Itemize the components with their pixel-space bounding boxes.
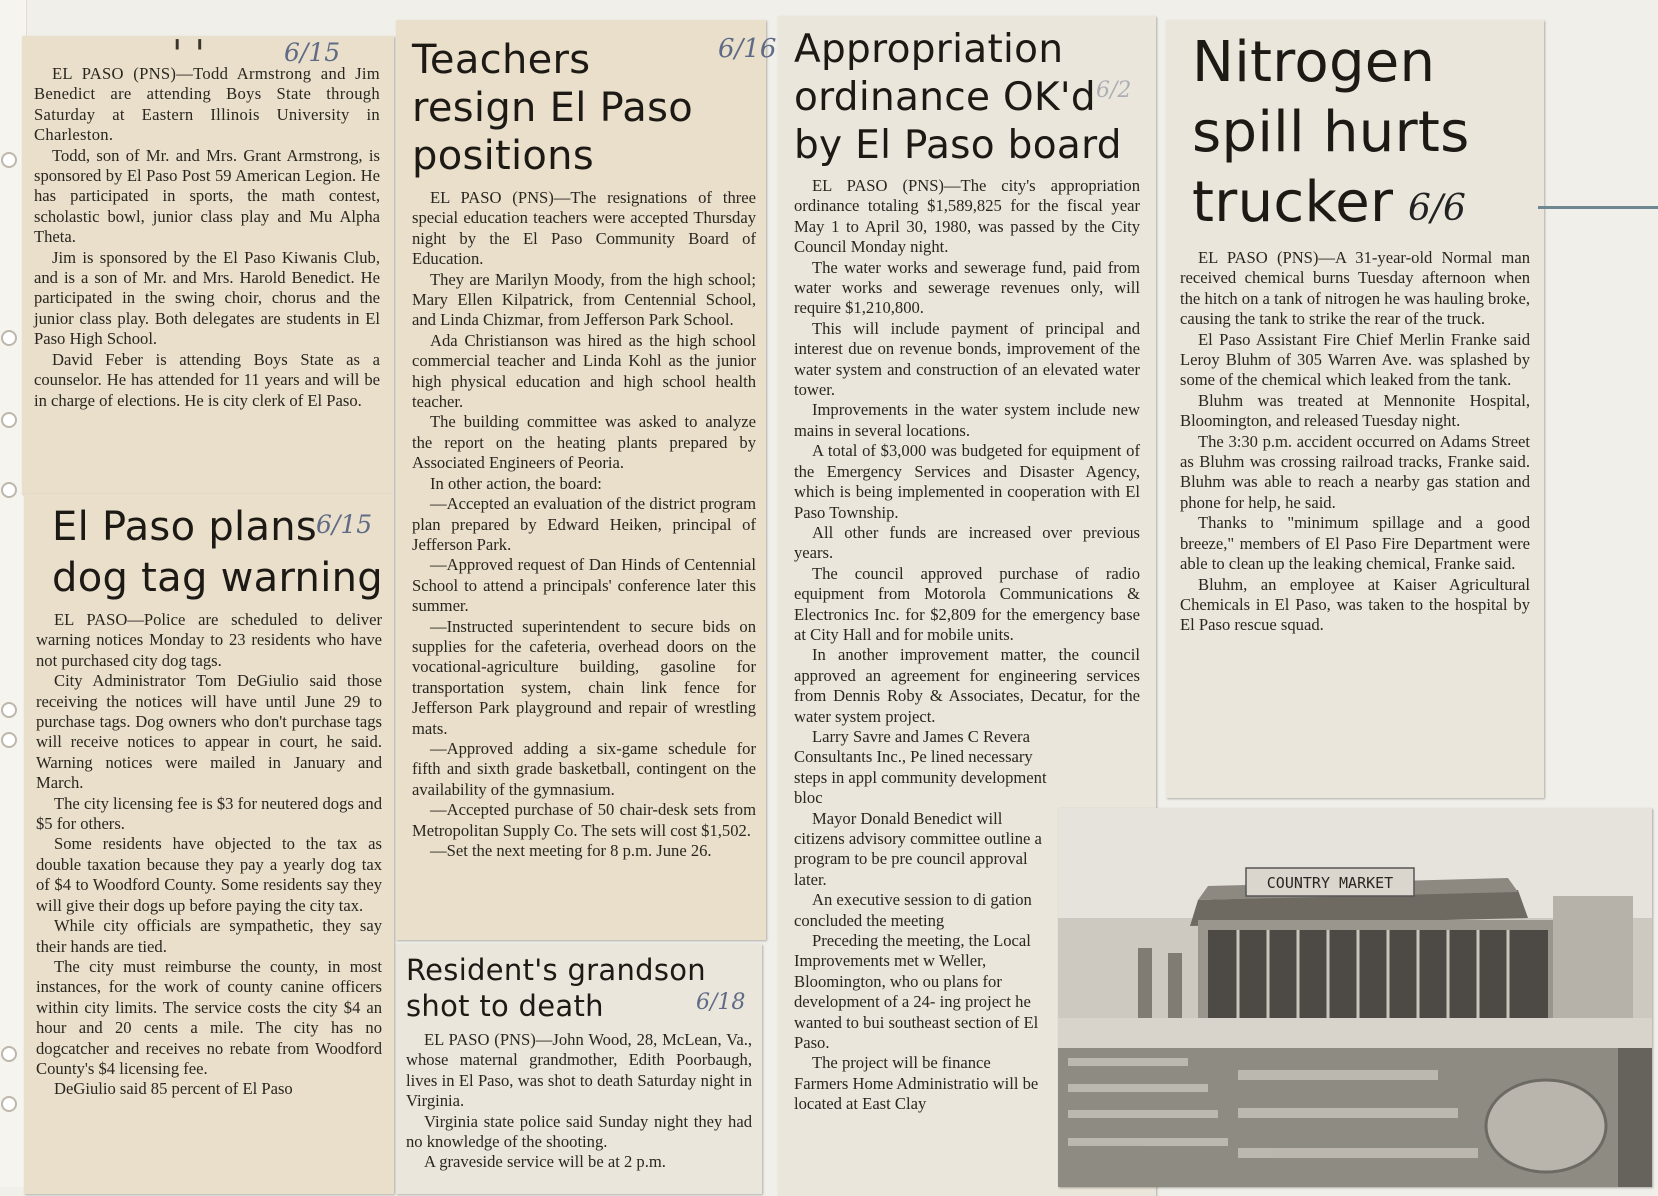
article-paragraph: EL PASO—Police are scheduled to deliver warning notices Monday to 23 residents who have not purchased city dog tags. — [36, 610, 382, 670]
truncated-column — [794, 727, 1049, 1115]
date-note: 6/15 — [284, 38, 341, 67]
round-sign — [1486, 1080, 1606, 1172]
article-paragraph: While city officials are sympathetic, they say their hands are tied. — [36, 916, 382, 956]
article-paragraph: An executive session to di gation concluded the meeting — [794, 890, 1032, 930]
article-paragraph: In another improvement matter, the council approved an agreement for engineering services from Dennis Roby & Associates, Decatur, for the water system project. — [794, 645, 1140, 726]
article-paragraph: EL PASO (PNS)—John Wood, 28, McLean, Va., whose maternal grandmother, Edith Poorbaugh, lives in El Paso, was shot to death Saturday night in Virginia. — [406, 1030, 752, 1111]
headline: Resident's grandson shot to death — [406, 953, 706, 1023]
article-paragraph: —Accepted an evaluation of the district program plan prepared by Edward Heiken, principal of Jefferson Park. — [412, 494, 756, 554]
punch-hole — [1, 482, 17, 498]
clipping-teachers-resign — [396, 20, 777, 940]
article-paragraph: Some residents have objected to the tax as double taxation because they pay a yearly dog tax of $4 to Woodford County. Some residents say they will give their dogs up before paying the city tax. — [36, 834, 382, 915]
article-paragraph: Preceding the meeting, the Local Improvements met w Weller, Bloomington, who ou plans for development of a 24- ing project he wanted to bui southeast section of El Paso. — [794, 931, 1039, 1053]
article-paragraph: They are Marilyn Moody, from the high school; Mary Ellen Kilpatrick, from Centennial School, and Linda Chizmar, from Jefferson Park School. — [412, 269, 756, 330]
clipping-grandson-shot — [396, 944, 762, 1194]
article-paragraph: Improvements in the water system include new mains in several locations. — [794, 400, 1140, 440]
gas-pump — [1138, 948, 1152, 1018]
date-note: 6/18 — [696, 990, 746, 1015]
article-paragraph: Thanks to "minimum spillage and a good breeze," members of El Paso Fire Department were able to clean up the leaking chemical, Franke said. — [1180, 513, 1530, 574]
date-note: 6/15 — [316, 510, 373, 539]
article-paragraph: Ada Christianson was hired as the high school commercial teacher and Linda Kohl as the junior high physical education and high school health teacher. — [412, 330, 756, 412]
article-paragraph: Bluhm was treated at Mennonite Hospital, Bloomington, and released Tuesday night. — [1180, 390, 1530, 431]
storefront-illustration — [1058, 808, 1652, 1187]
punch-hole — [1, 412, 17, 428]
article-paragraph: Larry Savre and James C Revera Consultants Inc., Pe lined necessary steps in appl community development bloc — [794, 726, 1047, 808]
date-note: 6/6 — [1408, 188, 1466, 229]
clipping-nitrogen-spill — [1166, 20, 1544, 798]
punch-hole — [1, 1046, 17, 1062]
clipping-boys-state — [22, 32, 394, 494]
punch-hole — [1, 732, 17, 748]
article-paragraph: EL PASO (PNS)—A 31-year-old Normal man received chemical burns Tuesday afternoon when the hitch on a tank of nitrogen he was hauling broke, causing the tank to strike the rear of the truck. — [1180, 248, 1530, 329]
article-paragraph: Virginia state police said Sunday night they had no knowledge of the shooting. — [406, 1111, 752, 1152]
article-paragraph: A total of $3,000 was budgeted for equipment of the Emergency Services and Disaster Agency, which is being implemented in cooperation with El Paso Township. — [794, 441, 1140, 522]
date-note: 6/2 — [1096, 78, 1132, 103]
article-paragraph: The water works and sewerage fund, paid from water works and sewerage revenues only, will require $1,210,800. — [794, 257, 1140, 318]
store-windows — [1208, 930, 1548, 1020]
article-paragraph: This will include payment of principal and interest due on revenue bonds, improvement of the water system and construction of an elevated water tower. — [794, 318, 1140, 400]
store-sign: COUNTRY MARKET — [1266, 874, 1394, 892]
article-paragraph: The project will be finance Farmers Home Administratio will be located at East Clay — [794, 1053, 1039, 1114]
article-paragraph: —Accepted purchase of 50 chair-desk sets from Metropolitan Supply Co. The sets will cost $1,502. — [412, 800, 756, 840]
punch-hole — [1, 152, 17, 168]
article-paragraph: EL PASO (PNS)—The city's appropriation ordinance totaling $1,589,825 for the fiscal year May 1 to April 30, 1980, was passed by the City Council Monday night. — [794, 176, 1140, 257]
article-paragraph: City Administrator Tom DeGiulio said those receiving the notices will have until June 29 to purchase tags. Dog owners who don't purchase tags will receive notices to appear in court, he said. Warning notices were mailed in January and March. — [36, 671, 382, 793]
article-paragraph: The city licensing fee is $3 for neutered dogs and $5 for others. — [36, 793, 382, 834]
article-paragraph: The building committee was asked to analyze the report on the heating plants prepared by Associated Engineers of Peoria. — [412, 412, 756, 473]
article-paragraph: The council approved purchase of radio equipment from Motorola Communications & Electronics Inc. for $2,809 for the emergency base at City Hall and for mobile units. — [794, 563, 1140, 644]
punch-hole — [1, 1096, 17, 1112]
clipping-fragment-marks: ' ' — [172, 32, 205, 76]
article-paragraph: —Instructed superintendent to secure bids on supplies for the cafeteria, overhead doors on the vocational-agriculture building, gasoline for transportation system, chain link fence for Jefferson Park playground and repair of wrestling mats. — [412, 616, 756, 738]
headline: Teachers resign El Paso positions — [412, 37, 694, 179]
article-paragraph: David Feber is attending Boys State as a counselor. He has attended for 11 years and will be in charge of elections. He is city clerk of El Paso. — [34, 349, 380, 410]
punch-hole — [1, 702, 17, 718]
article-paragraph: —Approved request of Dan Hinds of Centennial School to attend a principals' conference later this summer. — [412, 555, 756, 616]
article-paragraph: Mayor Donald Benedict will citizens advisory committee outline a program to be pre council approval later. — [794, 808, 1042, 889]
headline: El Paso plans dog tag warning — [52, 504, 383, 601]
article-paragraph: Bluhm, an employee at Kaiser Agricultural Chemicals in El Paso, was taken to the hospital by El Paso rescue squad. — [1180, 574, 1530, 635]
lot — [1058, 1018, 1652, 1048]
divider-rule — [1538, 206, 1658, 209]
article-paragraph: A graveside service will be at 2 p.m. — [424, 1152, 666, 1172]
side-wall — [1553, 896, 1633, 1031]
article-paragraph: —Approved adding a six-game schedule for fifth and sixth grade basketball, contingent on the availability of the gymnasium. — [412, 738, 756, 799]
article-paragraph: Jim is sponsored by the El Paso Kiwanis Club, and is a son of Mr. and Mrs. Harold Benedict. He participated in the swing choir, chorus and the junior class play. Both delegates are students in El Paso High School. — [34, 247, 380, 349]
article-paragraph: All other funds are increased over previous years. — [794, 522, 1140, 563]
article-paragraph: In other action, the board: — [430, 473, 602, 493]
article-paragraph: El Paso Assistant Fire Chief Merlin Franke said Leroy Bluhm of 305 Warren Ave. was splashed by some of the chemical which leaked from the tank. — [1180, 329, 1530, 390]
clipping-dog-tag — [24, 494, 394, 1194]
punch-hole — [1, 330, 17, 346]
article-paragraph: —Set the next meeting for 8 p.m. June 26. — [430, 841, 712, 860]
headline: Appropriation ordinance OK'd by El Paso board — [794, 27, 1122, 168]
gas-pump — [1168, 953, 1182, 1018]
photo-country-market — [1058, 808, 1652, 1187]
article-paragraph: The 3:30 p.m. accident occurred on Adams Street as Bluhm was crossing railroad tracks, Franke said. Bluhm was able to reach a nearby gas station and phone for help, he said. — [1180, 431, 1530, 512]
article-paragraph: EL PASO (PNS)—The resignations of three special education teachers were accepted Thursday night by the El Paso Community Board of Education. — [412, 188, 756, 269]
date-note: 6/16 — [718, 34, 777, 64]
article-paragraph: DeGiulio said 85 percent of El Paso — [54, 1079, 293, 1099]
article-paragraph: Todd, son of Mr. and Mrs. Grant Armstrong, is sponsored by El Paso Post 59 American Legion. He has participated in sports, the math contest, scholastic bowl, junior class play and Mu Alpha Theta. — [34, 145, 380, 247]
article-paragraph: EL PASO (PNS)—Todd Armstrong and Jim Benedict are attending Boys State through Saturday at Eastern Illinois University in Charleston. — [34, 64, 380, 145]
foreground-post — [1618, 1048, 1652, 1187]
article-paragraph: The city must reimburse the county, in most instances, for the work of county canine officers within city limits. The service costs the city $4 an hour and 20 cents a mile. The city has no dogcatcher and receives no rebate from Woodford County's $4 licensing fee. — [36, 956, 382, 1078]
headline: Nitrogen spill hurts trucker — [1192, 30, 1470, 235]
